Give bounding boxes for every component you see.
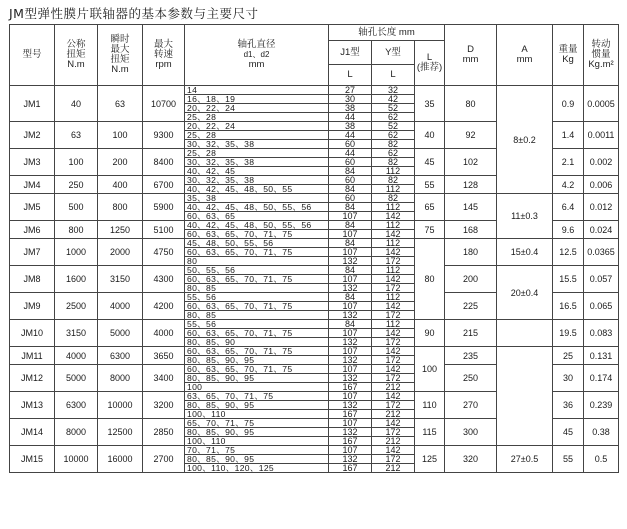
j1-length-cell: 60: [329, 176, 372, 185]
spec-table: [9, 24, 619, 473]
bore-diameter-cell: 60、63、65、70、71、75: [185, 248, 329, 257]
j1-length-cell: 44: [329, 131, 372, 140]
y-length-cell: 172: [372, 455, 415, 464]
max-speed-cell: 3200: [143, 392, 185, 419]
bore-diameter-cell: 80、85: [185, 284, 329, 293]
d-cell: 200: [445, 266, 497, 293]
model-cell: JM13: [10, 392, 55, 419]
d-cell: 320: [445, 446, 497, 473]
weight-cell: 30: [553, 365, 584, 392]
j1-length-cell: 30: [329, 95, 372, 104]
max-speed-cell: 4300: [143, 266, 185, 293]
d-cell: 102: [445, 149, 497, 176]
header-nominal-torque: 公称 扭矩 N.m: [55, 25, 98, 86]
y-length-cell: 112: [372, 239, 415, 248]
d-cell: 168: [445, 221, 497, 239]
y-length-cell: 112: [372, 320, 415, 329]
peak-torque-cell: 4000: [98, 293, 143, 320]
y-length-cell: 32: [372, 86, 415, 95]
y-length-cell: 172: [372, 356, 415, 365]
y-length-cell: 112: [372, 167, 415, 176]
d-cell: 270: [445, 392, 497, 419]
max-speed-cell: 4000: [143, 320, 185, 347]
model-cell: JM14: [10, 419, 55, 446]
y-length-cell: 62: [372, 149, 415, 158]
j1-length-cell: 132: [329, 338, 372, 347]
nominal-torque-cell: 800: [55, 221, 98, 239]
nominal-torque-cell: 3150: [55, 320, 98, 347]
inertia-cell: 0.0365: [584, 239, 619, 266]
j1-length-cell: 107: [329, 212, 372, 221]
bore-diameter-cell: 55、56: [185, 293, 329, 302]
header-inertia: 转动 惯量 Kg.m²: [584, 25, 619, 86]
max-speed-cell: 6700: [143, 176, 185, 194]
j1-length-cell: 107: [329, 230, 372, 239]
model-cell: JM9: [10, 293, 55, 320]
max-speed-cell: 3400: [143, 365, 185, 392]
y-length-cell: 142: [372, 248, 415, 257]
j1-length-cell: 167: [329, 383, 372, 392]
header-d: D mm: [445, 25, 497, 86]
bore-diameter-cell: 30、32、35、38: [185, 140, 329, 149]
l-recommended-cell: 115: [415, 419, 445, 446]
j1-length-cell: 84: [329, 239, 372, 248]
y-length-cell: 142: [372, 212, 415, 221]
bore-diameter-cell: 80: [185, 257, 329, 266]
j1-length-cell: 167: [329, 410, 372, 419]
l-recommended-cell: 45: [415, 149, 445, 176]
header-a: A mm: [497, 25, 553, 86]
j1-length-cell: 84: [329, 203, 372, 212]
bore-diameter-cell: 80、85、90、95: [185, 356, 329, 365]
j1-length-cell: 84: [329, 293, 372, 302]
bore-diameter-cell: 80、85、90: [185, 338, 329, 347]
inertia-cell: 0.5: [584, 446, 619, 473]
y-length-cell: 82: [372, 158, 415, 167]
model-cell: JM6: [10, 221, 55, 239]
y-length-cell: 142: [372, 302, 415, 311]
peak-torque-cell: 2000: [98, 239, 143, 266]
weight-cell: 15.5: [553, 266, 584, 293]
j1-length-cell: 38: [329, 122, 372, 131]
weight-cell: 4.2: [553, 176, 584, 194]
d-cell: 180: [445, 239, 497, 266]
weight-cell: 19.5: [553, 320, 584, 347]
a-cell: 8±0.2: [497, 86, 553, 194]
bore-diameter-cell: 60、63、65、70、71、75: [185, 302, 329, 311]
y-length-cell: 142: [372, 230, 415, 239]
bore-diameter-cell: 100、110: [185, 410, 329, 419]
peak-torque-cell: 5000: [98, 320, 143, 347]
inertia-cell: 0.065: [584, 293, 619, 320]
inertia-cell: 0.083: [584, 320, 619, 347]
j1-length-cell: 107: [329, 248, 372, 257]
j1-length-cell: 132: [329, 455, 372, 464]
l-recommended-cell: 40: [415, 122, 445, 149]
bore-diameter-cell: 25、28: [185, 131, 329, 140]
inertia-cell: 0.174: [584, 365, 619, 392]
y-length-cell: 52: [372, 104, 415, 113]
bore-diameter-cell: 60、63、65: [185, 212, 329, 221]
d-cell: 225: [445, 293, 497, 320]
inertia-cell: 0.002: [584, 149, 619, 176]
nominal-torque-cell: 250: [55, 176, 98, 194]
bore-diameter-cell: 80、85、90、95: [185, 455, 329, 464]
bore-diameter-cell: 60、63、65、70、71、75: [185, 275, 329, 284]
j1-length-cell: 44: [329, 113, 372, 122]
page-title: JM型弹性膜片联轴器的基本参数与主要尺寸: [9, 6, 259, 21]
a-cell: 20±0.4: [497, 266, 553, 320]
j1-length-cell: 132: [329, 401, 372, 410]
bore-diameter-cell: 16、18、19: [185, 95, 329, 104]
d-cell: 145: [445, 194, 497, 221]
j1-length-cell: 167: [329, 464, 372, 473]
y-length-cell: 42: [372, 95, 415, 104]
y-length-cell: 172: [372, 311, 415, 320]
l-recommended-cell: 55: [415, 176, 445, 194]
j1-length-cell: 132: [329, 284, 372, 293]
y-length-cell: 82: [372, 194, 415, 203]
bore-diameter-cell: 100、110、120、125: [185, 464, 329, 473]
header-bore-length: 轴孔长度 mm: [329, 25, 445, 41]
l-recommended-cell: 75: [415, 221, 445, 239]
y-length-cell: 62: [372, 131, 415, 140]
peak-torque-cell: 12500: [98, 419, 143, 446]
inertia-cell: 0.012: [584, 194, 619, 221]
j1-length-cell: 132: [329, 356, 372, 365]
j1-length-cell: 84: [329, 320, 372, 329]
nominal-torque-cell: 10000: [55, 446, 98, 473]
bore-diameter-cell: 35、38: [185, 194, 329, 203]
y-length-cell: 172: [372, 428, 415, 437]
j1-length-cell: 132: [329, 311, 372, 320]
bore-diameter-cell: 100: [185, 383, 329, 392]
max-speed-cell: 9300: [143, 122, 185, 149]
table-row: [10, 266, 619, 275]
nominal-torque-cell: 4000: [55, 347, 98, 365]
y-length-cell: 112: [372, 293, 415, 302]
header-bore-diameter: 轴孔直径 d1、d2 mm: [185, 25, 329, 86]
bore-diameter-cell: 25、28: [185, 113, 329, 122]
peak-torque-cell: 10000: [98, 392, 143, 419]
model-cell: JM10: [10, 320, 55, 347]
peak-torque-cell: 400: [98, 176, 143, 194]
table-row: [10, 239, 619, 248]
weight-cell: 36: [553, 392, 584, 419]
model-cell: JM1: [10, 86, 55, 122]
y-length-cell: 172: [372, 284, 415, 293]
d-cell: 300: [445, 419, 497, 446]
table-row: [10, 446, 619, 455]
bore-diameter-cell: 80、85、90、95: [185, 401, 329, 410]
weight-cell: 16.5: [553, 293, 584, 320]
bore-diameter-cell: 63、65、70、71、75: [185, 392, 329, 401]
y-length-cell: 62: [372, 113, 415, 122]
nominal-torque-cell: 2500: [55, 293, 98, 320]
y-length-cell: 52: [372, 122, 415, 131]
nominal-torque-cell: 5000: [55, 365, 98, 392]
header-j1-l: L: [329, 65, 372, 86]
model-cell: JM8: [10, 266, 55, 293]
bore-diameter-cell: 80、85、90、95: [185, 374, 329, 383]
bore-diameter-cell: 60、63、65、70、71、75: [185, 347, 329, 356]
max-speed-cell: 3650: [143, 347, 185, 365]
table-row: [10, 320, 619, 329]
bore-diameter-cell: 40、42、45、48、50、55、56: [185, 203, 329, 212]
bore-diameter-cell: 50、55、56: [185, 266, 329, 275]
bore-diameter-cell: 14: [185, 86, 329, 95]
a-cell: [497, 347, 553, 446]
j1-length-cell: 107: [329, 275, 372, 284]
l-recommended-cell: 125: [415, 446, 445, 473]
y-length-cell: 172: [372, 257, 415, 266]
y-length-cell: 212: [372, 383, 415, 392]
weight-cell: 6.4: [553, 194, 584, 221]
y-length-cell: 112: [372, 221, 415, 230]
model-cell: JM5: [10, 194, 55, 221]
model-cell: JM11: [10, 347, 55, 365]
max-speed-cell: 10700: [143, 86, 185, 122]
header-y-type: Y型: [372, 41, 415, 65]
inertia-cell: 0.131: [584, 347, 619, 365]
peak-torque-cell: 100: [98, 122, 143, 149]
model-cell: JM12: [10, 365, 55, 392]
j1-length-cell: 84: [329, 221, 372, 230]
d-cell: 92: [445, 122, 497, 149]
j1-length-cell: 84: [329, 167, 372, 176]
table-row: [10, 194, 619, 203]
nominal-torque-cell: 63: [55, 122, 98, 149]
y-length-cell: 142: [372, 329, 415, 338]
max-speed-cell: 4750: [143, 239, 185, 266]
a-cell: 15±0.4: [497, 239, 553, 266]
max-speed-cell: 5900: [143, 194, 185, 221]
peak-torque-cell: 200: [98, 149, 143, 176]
header-y-l: L: [372, 65, 415, 86]
j1-length-cell: 107: [329, 446, 372, 455]
y-length-cell: 142: [372, 275, 415, 284]
nominal-torque-cell: 1000: [55, 239, 98, 266]
a-cell: 11±0.3: [497, 194, 553, 239]
l-recommended-cell: 90: [415, 320, 445, 347]
weight-cell: 45: [553, 419, 584, 446]
max-speed-cell: 4200: [143, 293, 185, 320]
j1-length-cell: 60: [329, 194, 372, 203]
inertia-cell: 0.057: [584, 266, 619, 293]
y-length-cell: 142: [372, 419, 415, 428]
l-recommended-cell: 65: [415, 194, 445, 221]
bore-diameter-cell: 40、42、45: [185, 167, 329, 176]
y-length-cell: 142: [372, 365, 415, 374]
header-j1-type: J1型: [329, 41, 372, 65]
bore-diameter-cell: 60、63、65、70、71、75: [185, 230, 329, 239]
j1-length-cell: 107: [329, 392, 372, 401]
y-length-cell: 172: [372, 374, 415, 383]
y-length-cell: 112: [372, 185, 415, 194]
model-cell: JM7: [10, 239, 55, 266]
j1-length-cell: 44: [329, 149, 372, 158]
y-length-cell: 82: [372, 176, 415, 185]
inertia-cell: 0.006: [584, 176, 619, 194]
inertia-cell: 0.38: [584, 419, 619, 446]
weight-cell: 12.5: [553, 239, 584, 266]
nominal-torque-cell: 8000: [55, 419, 98, 446]
d-cell: 215: [445, 320, 497, 347]
peak-torque-cell: 3150: [98, 266, 143, 293]
a-cell: 27±0.5: [497, 446, 553, 473]
weight-cell: 9.6: [553, 221, 584, 239]
d-cell: 235: [445, 347, 497, 365]
nominal-torque-cell: 1600: [55, 266, 98, 293]
j1-length-cell: 107: [329, 365, 372, 374]
max-speed-cell: 8400: [143, 149, 185, 176]
peak-torque-cell: 6300: [98, 347, 143, 365]
y-length-cell: 142: [372, 392, 415, 401]
j1-length-cell: 107: [329, 302, 372, 311]
peak-torque-cell: 16000: [98, 446, 143, 473]
y-length-cell: 112: [372, 203, 415, 212]
y-length-cell: 142: [372, 446, 415, 455]
header-max-speed: 最大 转速 rpm: [143, 25, 185, 86]
header-model: 型号: [10, 25, 55, 86]
bore-diameter-cell: 70、71、75: [185, 446, 329, 455]
inertia-cell: 0.0005: [584, 86, 619, 122]
inertia-cell: 0.0011: [584, 122, 619, 149]
model-cell: JM3: [10, 149, 55, 176]
max-speed-cell: 2850: [143, 419, 185, 446]
j1-length-cell: 38: [329, 104, 372, 113]
peak-torque-cell: 8000: [98, 365, 143, 392]
bore-diameter-cell: 20、22、24: [185, 122, 329, 131]
table-row: [10, 347, 619, 356]
nominal-torque-cell: 100: [55, 149, 98, 176]
j1-length-cell: 132: [329, 374, 372, 383]
y-length-cell: 212: [372, 437, 415, 446]
nominal-torque-cell: 6300: [55, 392, 98, 419]
spec-table-body: [10, 86, 619, 473]
bore-diameter-cell: 80、85: [185, 311, 329, 320]
peak-torque-cell: 63: [98, 86, 143, 122]
l-recommended-cell: 110: [415, 392, 445, 419]
weight-cell: 2.1: [553, 149, 584, 176]
d-cell: 80: [445, 86, 497, 122]
l-recommended-cell: 100: [415, 347, 445, 392]
bore-diameter-cell: 40、42、45、48、50、55: [185, 185, 329, 194]
j1-length-cell: 107: [329, 347, 372, 356]
j1-length-cell: 132: [329, 257, 372, 266]
bore-diameter-cell: 40、42、45、48、50、55、56: [185, 221, 329, 230]
j1-length-cell: 132: [329, 428, 372, 437]
bore-diameter-cell: 60、63、65、70、71、75: [185, 365, 329, 374]
inertia-cell: 0.024: [584, 221, 619, 239]
y-length-cell: 172: [372, 401, 415, 410]
j1-length-cell: 84: [329, 185, 372, 194]
y-length-cell: 82: [372, 140, 415, 149]
bore-diameter-cell: 30、32、35、38: [185, 176, 329, 185]
header-peak-torque: 瞬时 最大 扭矩 N.m: [98, 25, 143, 86]
nominal-torque-cell: 500: [55, 194, 98, 221]
bore-diameter-cell: 45、48、50、55、56: [185, 239, 329, 248]
l-recommended-cell: 35: [415, 86, 445, 122]
a-cell: [497, 320, 553, 347]
j1-length-cell: 60: [329, 158, 372, 167]
weight-cell: 0.9: [553, 86, 584, 122]
j1-length-cell: 60: [329, 140, 372, 149]
max-speed-cell: 2700: [143, 446, 185, 473]
l-recommended-cell: 80: [415, 239, 445, 320]
y-length-cell: 212: [372, 464, 415, 473]
bore-diameter-cell: 55、56: [185, 320, 329, 329]
j1-length-cell: 167: [329, 437, 372, 446]
j1-length-cell: 107: [329, 329, 372, 338]
model-cell: JM15: [10, 446, 55, 473]
header-weight: 重量 Kg: [553, 25, 584, 86]
inertia-cell: 0.239: [584, 392, 619, 419]
bore-diameter-cell: 30、32、35、38: [185, 158, 329, 167]
y-length-cell: 212: [372, 410, 415, 419]
weight-cell: 25: [553, 347, 584, 365]
bore-diameter-cell: 25、28: [185, 149, 329, 158]
nominal-torque-cell: 40: [55, 86, 98, 122]
bore-diameter-cell: 65、70、71、75: [185, 419, 329, 428]
j1-length-cell: 84: [329, 266, 372, 275]
table-row: [10, 86, 619, 95]
d-cell: 128: [445, 176, 497, 194]
j1-length-cell: 27: [329, 86, 372, 95]
bore-diameter-cell: 60、63、65、70、71、75: [185, 329, 329, 338]
bore-diameter-cell: 80、85、90、95: [185, 428, 329, 437]
peak-torque-cell: 800: [98, 194, 143, 221]
model-cell: JM2: [10, 122, 55, 149]
y-length-cell: 172: [372, 338, 415, 347]
y-length-cell: 142: [372, 347, 415, 356]
peak-torque-cell: 1250: [98, 221, 143, 239]
weight-cell: 55: [553, 446, 584, 473]
max-speed-cell: 5100: [143, 221, 185, 239]
model-cell: JM4: [10, 176, 55, 194]
bore-diameter-cell: 100、110: [185, 437, 329, 446]
bore-diameter-cell: 20、22、24: [185, 104, 329, 113]
d-cell: 250: [445, 365, 497, 392]
y-length-cell: 112: [372, 266, 415, 275]
weight-cell: 1.4: [553, 122, 584, 149]
header-l-recommended: L (推荐): [415, 41, 445, 86]
j1-length-cell: 107: [329, 419, 372, 428]
